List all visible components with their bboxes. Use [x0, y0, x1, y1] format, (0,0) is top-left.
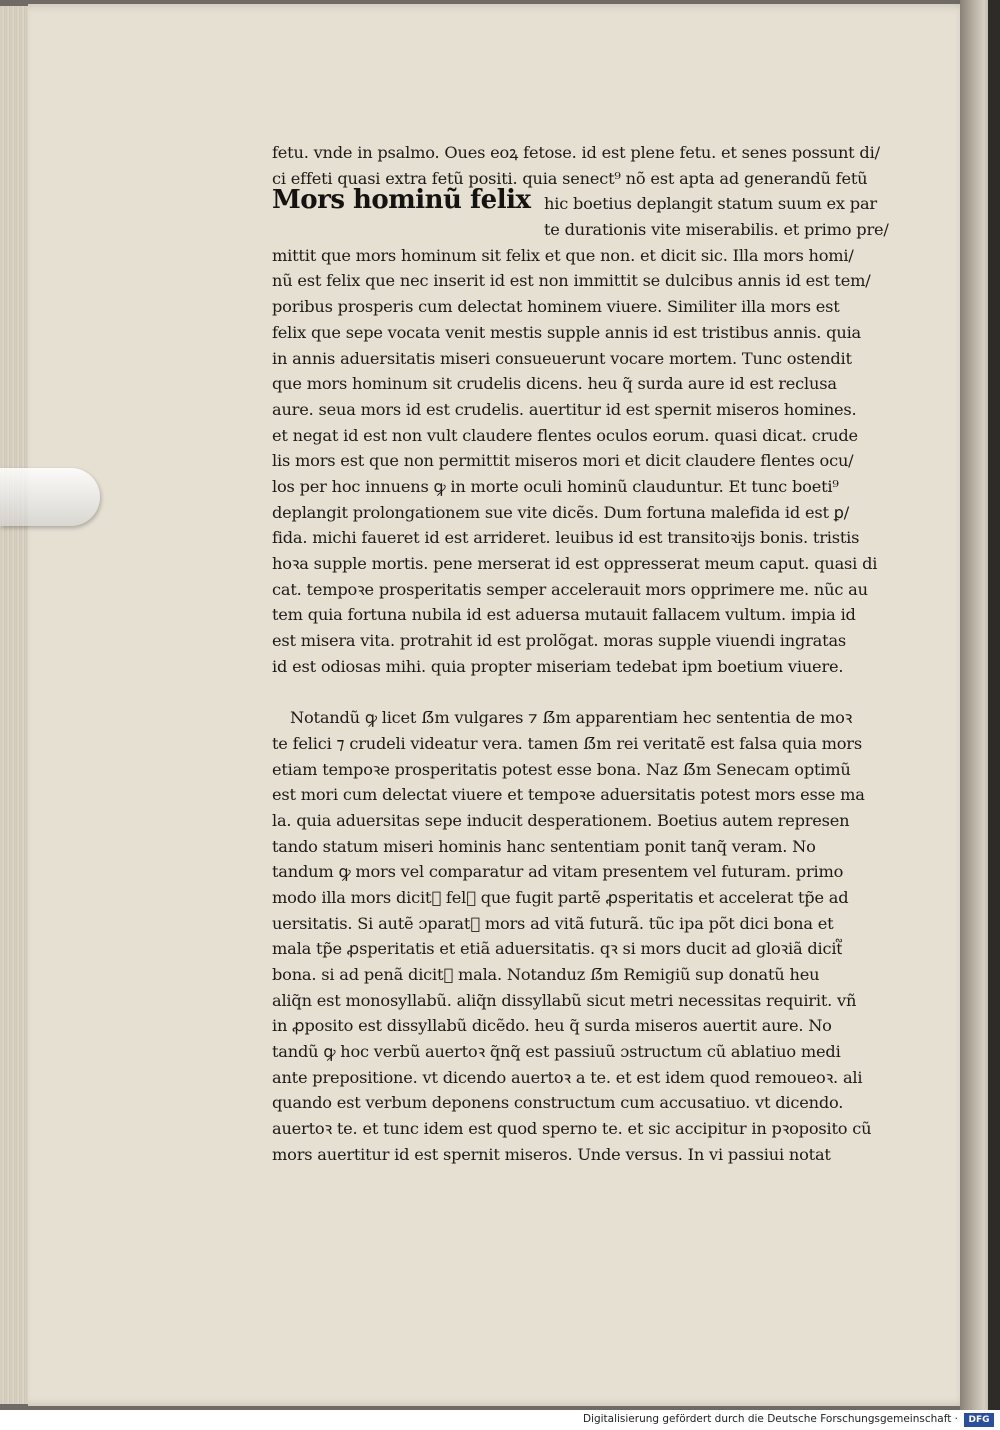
text-line: tem quia fortuna nubila id est aduersa mutauit fallacem vultum. impia id [272, 605, 856, 625]
text-line: poribus prosperis cum delectat hominem viuere. Similiter illa mors est [272, 297, 840, 317]
text-line: ci effeti quasi extra fetũ positi. quia senect⁹ nõ est apta ad generandũ fetũ [272, 168, 868, 188]
text-line: deplangit prolongationem sue vite dicẽs. Dum fortuna malefida id est ꝑ/ [272, 502, 850, 522]
text-line: tandũ ꝙ hoc verbũ auertoꝛ q̃nq̃ est passiuũ ɔstructum cũ ablatiuo medi [272, 1042, 841, 1062]
section-heading: Mors hominũ felix [272, 185, 531, 216]
text-line: hoꝛa supple mortis. pene merserat id est oppresserat meum caput. quasi di [272, 554, 878, 573]
text-line: uersitatis. Si autẽ ɔparat᷑ mors ad vitã futurã. tũc ipa põt dici bona et [272, 913, 834, 933]
heading-row [272, 185, 908, 217]
text-line: felix que sepe vocata venit mestis supple annis id est tristibus annis. quia [272, 322, 862, 342]
text-line: tandum ꝙ mors vel comparatur ad vitam presentem vel futuram. primo [272, 862, 844, 882]
text-line: aliq̃n est monosyllabũ. aliq̃n dissyllabũ sicut metri necessitas requirit. vñ [272, 990, 857, 1010]
text-line: modo illa mors dicit᷑ fel᷑ que fugit partẽ ꝓsperitatis et accelerat tp̃e ad [272, 887, 849, 907]
adjacent-page-strip [988, 0, 1000, 1410]
dfg-logo: DFG [964, 1413, 994, 1427]
footer-bar [0, 1410, 1000, 1430]
text-line: est misera vita. protrahit id est prolõgat. moras supple viuendi ingratas [272, 631, 846, 651]
text-line: auertoꝛ te. et tunc idem est quod sperno te. et sic accipitur in pꝛoposito cũ [272, 1119, 872, 1139]
text-line: nũ est felix que nec inserit id est non immittit se dulcibus annis id est tem/ [272, 271, 871, 291]
text-line: aure. seua mors id est crudelis. auertitur id est spernit miseros homines. [272, 399, 857, 419]
text-line: te durationis vite miserabilis. et primo pre/ [544, 220, 889, 240]
text-line: cat. tempoꝛe prosperitatis semper accelerauit mors opprimere me. nũc au [272, 579, 868, 599]
text-block [272, 140, 908, 1168]
text-line: est mori cum delectat viuere et tempoꝛe aduersitatis potest mors esse ma [272, 785, 865, 805]
text-line: mittit que mors hominum sit felix et que non. et dicit sic. Illa mors homi/ [272, 245, 854, 265]
text-line: lis mors est que non permittit miseros mori et dicit claudere flentes ocu/ [272, 451, 854, 471]
text-line: hic boetius deplangit statum suum ex par [544, 194, 877, 214]
text-line: in annis aduersitatis miseri consueuerunt vocare mortem. Tunc ostendit [272, 348, 852, 368]
text-line: la. quia aduersitas sepe inducit desperationem. Boetius autem represen [272, 810, 850, 830]
text-line: ante prepositione. vt dicendo auertoꝛ a te. et est idem quod remoueoꝛ. ali [272, 1067, 863, 1087]
paragraph-start-line: Notandũ ꝙ licet ẞm vulgares ⁊ ẞm apparentiam hec sententia de moꝛ [290, 708, 853, 728]
text-line [272, 679, 908, 705]
text-line: etiam tempoꝛe prosperitatis potest esse bona. Naz ẞm Senecam optimũ [272, 759, 851, 779]
text-line: fida. michi faueret id est arrideret. leuibus id est transitoꝛijs bonis. tristis [272, 528, 860, 548]
page-clip [0, 468, 100, 526]
text-line: in ꝓposito est dissyllabũ dicẽdo. heu q̃ surda miseros auertit aure. No [272, 1016, 832, 1036]
text-line: mors auertitur id est spernit miseros. Unde versus. In vi passiui notat [272, 1144, 831, 1164]
funding-notice: Digitalisierung gefördert durch die Deutsche Forschungsgemeinschaft · [582, 1413, 958, 1425]
text-line: que mors hominum sit crudelis dicens. heu q̃ surda aure id est reclusa [272, 374, 837, 394]
text-line: fetu. vnde in psalmo. Oues eoꝝ fetose. id est plene fetu. et senes possunt di/ [272, 143, 880, 162]
text-line: tando statum miseri hominis hanc sententiam ponit tanq̃ veram. No [272, 836, 816, 856]
text-line: mala tp̃e ꝓsperitatis et etiã aduersitatis. qꝛ si mors ducit ad gloꝛiã dicit᷑ [272, 939, 843, 959]
text-line: quando est verbum deponens constructum cum accusatiuo. vt dicendo. [272, 1093, 844, 1113]
text-line: los per hoc innuens ꝙ in morte oculi hominũ clauduntur. Et tunc boeti⁹ [272, 476, 839, 496]
text-line: bona. si ad penã dicit᷑ mala. Notanduz ẞm Remigiũ sup donatũ heu [272, 965, 820, 984]
text-line: id est odiosas mihi. quia propter miseriam tedebat ipm boetium viuere. [272, 656, 844, 676]
text-line: et negat id est non vult claudere flentes oculos eorum. quasi dicat. crude [272, 425, 858, 445]
text-line: te felici ⁊ crudeli videatur vera. tamen ẞm rei veritatẽ est falsa quia mors [272, 733, 862, 753]
